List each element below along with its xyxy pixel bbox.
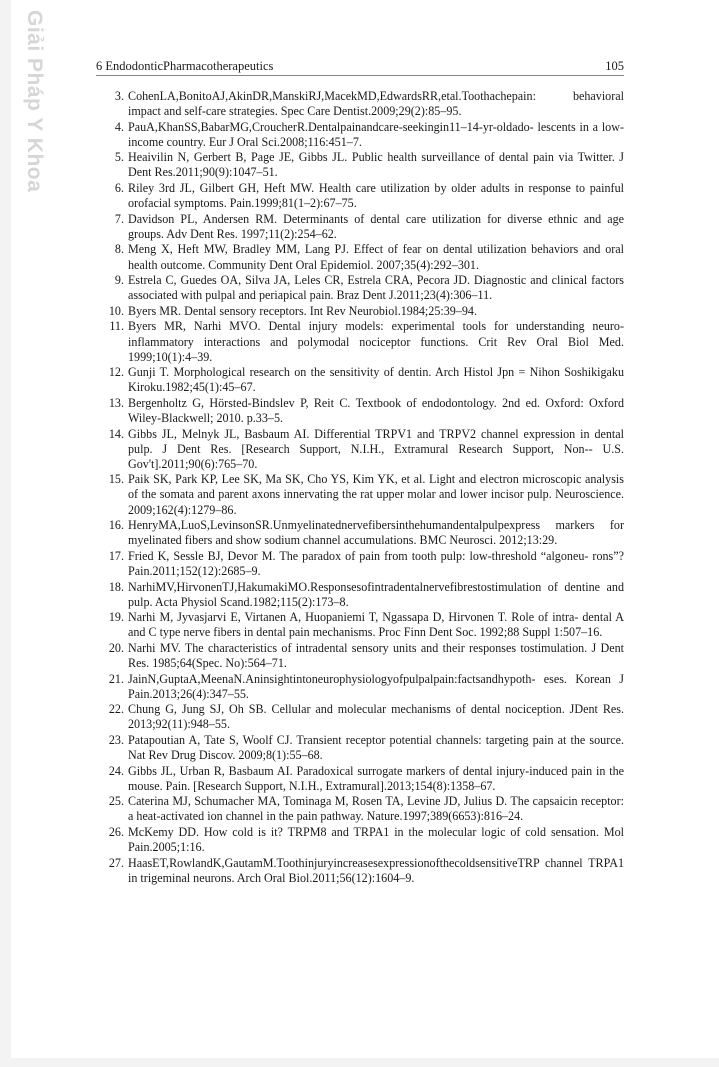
reference-item <box>96 856 624 886</box>
reference-item <box>96 518 624 548</box>
reference-number: 8. <box>114 242 124 257</box>
reference-item <box>96 672 624 702</box>
reference-text: Narhi M, Jyvasjarvi E, Virtanen A, Huopaniemi T, Ngassapa D, Hirvonen T. Role of intra- dental A and C type nerve fibers in dental pain mechanisms. Proc Finn Dent Soc. 1992;88 Suppl 1:507–16. <box>128 610 624 640</box>
reference-text: Caterina MJ, Schumacher MA, Tominaga M, Rosen TA, Levine JD, Julius D. The capsaicin receptor: a heat-activated ion channel in the pain pathway. Nature.1997;389(6653):816–24. <box>128 794 624 824</box>
reference-item <box>96 365 624 395</box>
reference-number: 14. <box>108 426 124 441</box>
reference-number: 20. <box>108 640 124 655</box>
reference-number: 24. <box>108 763 124 778</box>
reference-text: Byers MR, Narhi MVO. Dental injury models: experimental tools for understanding neuro- inflammatory interactions and polymodal nociceptor functions. Crit Rev Oral Biol Med. 1999;10(1):4–39. <box>128 319 624 364</box>
reference-number: 22. <box>108 702 124 717</box>
page-header <box>96 52 624 74</box>
reference-text: Estrela C, Guedes OA, Silva JA, Leles CR, Estrela CRA, Pecora JD. Diagnostic and clinical factors associated with pulpal and periapical pain. Braz Dent J.2011;23(4):306–11. <box>128 273 624 303</box>
reference-item <box>96 764 624 794</box>
page-number: 105 <box>605 59 624 73</box>
reference-item <box>96 212 624 242</box>
reference-text: HenryMA,LuoS,LevinsonSR.Unmyelinatednervefibersinthehumandentalpulpexpress markers for myelinated fibers and show sodium channel accumulations. BMC Neurosci. 2012;13:29. <box>128 518 624 548</box>
reference-number: 4. <box>114 119 124 134</box>
reference-number: 19. <box>108 610 124 625</box>
reference-text: Gibbs JL, Melnyk JL, Basbaum AI. Differential TRPV1 and TRPV2 channel expression in dental pulp. J Dent Res. [Research Support, N.I.H., Extramural Research Support, Non-- U.S. Gov't].2011;90(6):765–70. <box>128 426 624 471</box>
reference-text: JainN,GuptaA,MeenaN.Aninsightintoneurophysiologyofpulpalpain:factsandhypoth- eses. Korean J Pain.2013;26(4):347–55. <box>128 671 624 701</box>
reference-number: 27. <box>108 855 124 870</box>
reference-item <box>96 472 624 517</box>
reference-item <box>96 396 624 426</box>
reference-item <box>96 549 624 579</box>
reference-item <box>96 150 624 180</box>
reference-number: 17. <box>108 548 124 563</box>
reference-item <box>96 304 624 319</box>
reference-item <box>96 794 624 824</box>
reference-text: Bergenholtz G, Hörsted-Bindslev P, Reit C. Textbook of endodontology. 2nd ed. Oxford: Oxford Wiley-Blackwell; 2010. p.33–5. <box>128 395 624 425</box>
watermark: Giải Pháp Y Khoa <box>23 10 46 193</box>
reference-item <box>96 273 624 303</box>
reference-text: Fried K, Sessle BJ, Devor M. The paradox of pain from tooth pulp: low-threshold “algoneu- rons”? Pain.2011;152(12):2685–9. <box>128 548 624 578</box>
reference-item <box>96 181 624 211</box>
running-head: 6 EndodonticPharmacotherapeutics <box>96 59 274 73</box>
reference-number: 6. <box>114 181 124 196</box>
reference-item <box>96 610 624 640</box>
reference-item <box>96 89 624 119</box>
reference-item <box>96 319 624 364</box>
reference-item <box>96 580 624 610</box>
reference-text: Patapoutian A, Tate S, Woolf CJ. Transient receptor potential channels: targeting pain at the source. Nat Rev Drug Discov. 2009;8(1):55–68. <box>128 732 624 763</box>
reference-text: Chung G, Jung SJ, Oh SB. Cellular and molecular mechanisms of dental nociception. JDent Res. 2013;92(11):948–55. <box>128 702 624 732</box>
reference-number: 15. <box>108 472 124 487</box>
reference-number: 18. <box>108 579 124 594</box>
reference-item <box>96 427 624 472</box>
reference-item <box>96 733 624 763</box>
reference-number: 21. <box>108 671 124 686</box>
reference-text: Riley 3rd JL, Gilbert GH, Heft MW. Health care utilization by older adults in response to painful orofacial symptoms. Pain.1999;81(1–2):67–75. <box>128 181 624 211</box>
reference-text: HaasET,RowlandK,GautamM.ToothinjuryincreasesexpressionofthecoldsensitiveTRP channel TRPA1 in trigeminal neurons. Arch Oral Biol.2011;56(12):1604–9. <box>128 855 624 885</box>
reference-text: Heaivilin N, Gerbert B, Page JE, Gibbs JL. Public health surveillance of dental pain via Twitter. J Dent Res.2011;90(9):1047–51. <box>128 150 624 180</box>
reference-number: 13. <box>108 395 124 410</box>
reference-text: Narhi MV. The characteristics of intradental sensory units and their responses tostimulation. J Dent Res. 1985;64(Spec. No):564–71. <box>128 640 624 670</box>
reference-number: 23. <box>108 732 124 747</box>
reference-list <box>96 89 624 886</box>
reference-item <box>96 825 624 855</box>
reference-item <box>96 242 624 272</box>
reference-text: PauA,KhanSS,BabarMG,CroucherR.Dentalpainandcare-seekingin11–14-yr-oldado- lescents in a low-income country. Eur J Oral Sci.2008;116:451–7. <box>128 119 624 149</box>
reference-number: 16. <box>108 518 124 533</box>
reference-number: 9. <box>114 273 124 288</box>
header-rule <box>96 75 624 76</box>
reference-text: Davidson PL, Andersen RM. Determinants of dental care utilization for diverse ethnic and age groups. Adv Dent Res. 1997;11(2):254–62. <box>128 211 624 241</box>
reference-text: NarhiMV,HirvonenTJ,HakumakiMO.Responsesofintradentalnervefibrestostimulation of dentine and pulp. Acta Physiol Scand.1982;115(2):173–8. <box>128 579 624 609</box>
reference-item <box>96 702 624 732</box>
reference-number: 5. <box>114 150 124 165</box>
reference-text: Byers MR. Dental sensory receptors. Int Rev Neurobiol.1984;25:39–94. <box>128 303 477 318</box>
reference-item <box>96 120 624 150</box>
reference-text: McKemy DD. How cold is it? TRPM8 and TRPA1 in the molecular logic of cold sensation. Mol Pain.2005;1:16. <box>128 825 624 855</box>
reference-text: CohenLA,BonitoAJ,AkinDR,ManskiRJ,MacekMD,EdwardsRR,etal.Toothachepain: behavioral impact and self-care strategies. Spec Care Dentist.2009;29(2):85–95. <box>128 89 624 119</box>
reference-text: Meng X, Heft MW, Bradley MM, Lang PJ. Effect of fear on dental utilization behaviors and oral health outcome. Community Dent Oral Epidemiol. 2007;35(4):292–301. <box>128 242 624 272</box>
reference-number: 25. <box>108 794 124 809</box>
reference-number: 11. <box>109 319 124 334</box>
reference-number: 3. <box>114 89 124 103</box>
reference-item <box>96 641 624 671</box>
reference-number: 10. <box>108 303 124 318</box>
reference-text: Gibbs JL, Urban R, Basbaum AI. Paradoxical surrogate markers of dental injury-induced pain in the mouse. Pain. [Research Support, N.I.H., Extramural].2013;154(8):1358–67. <box>128 763 624 793</box>
reference-number: 12. <box>108 365 124 380</box>
reference-number: 7. <box>114 211 124 226</box>
reference-number: 26. <box>108 825 124 839</box>
reference-text: Gunji T. Morphological research on the sensitivity of dentin. Arch Histol Jpn = Nihon Soshikigaku Kiroku.1982;45(1):45–67. <box>128 365 624 395</box>
reference-text: Paik SK, Park KP, Lee SK, Ma SK, Cho YS, Kim YK, et al. Light and electron microscopic analysis of the somata and parent axons innervating the rat upper molar and lower incisor pulp. Neuroscience. 2009;162(4):1279–86. <box>128 472 624 517</box>
